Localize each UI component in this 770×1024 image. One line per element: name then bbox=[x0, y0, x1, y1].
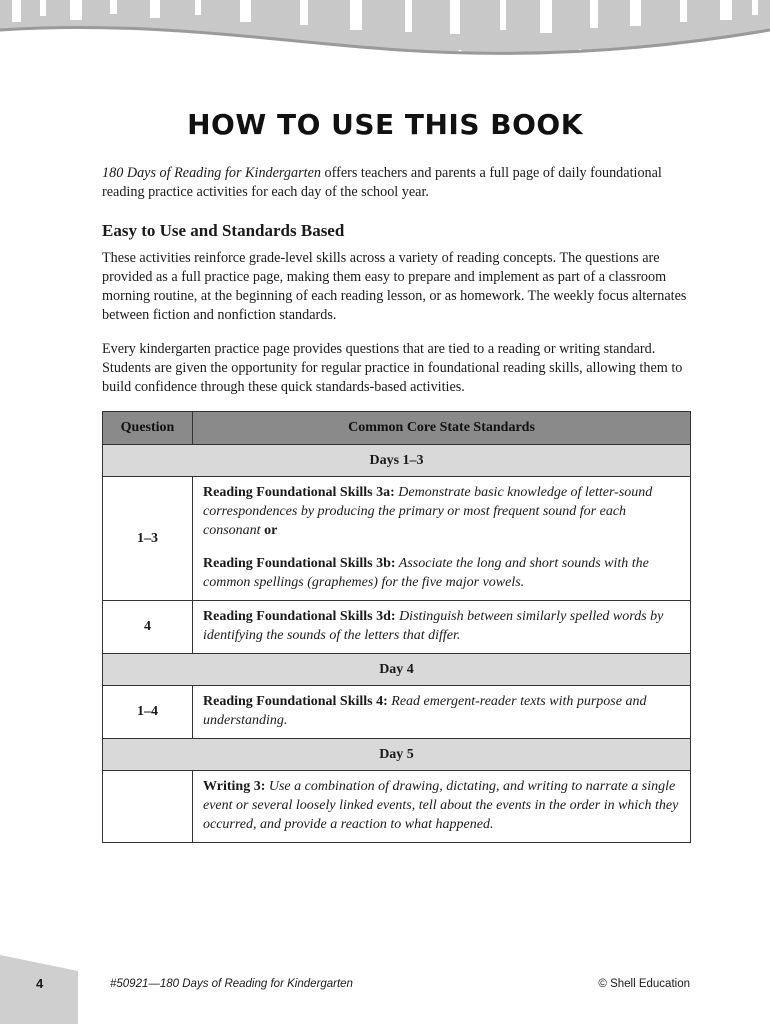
standard-item bbox=[203, 554, 680, 592]
standard-item bbox=[203, 777, 680, 834]
footer-copyright: © Shell Education bbox=[598, 978, 690, 990]
paragraph: These activities reinforce grade-level skills across a variety of reading concepts. The questions are provided as a full practice page, making them easy to prepare and implement as part of a classroom morning routine, at the beginning of each reading lesson, or as homework. The weekly focus alternates between fiction and nonfiction standards. bbox=[102, 250, 687, 323]
standard-connector: or bbox=[260, 523, 278, 538]
standard-cell bbox=[193, 477, 691, 601]
question-cell bbox=[103, 771, 193, 843]
table-row bbox=[103, 686, 691, 739]
standard-name: Writing 3: bbox=[203, 779, 266, 794]
book-title: 180 Days of Reading for Kindergarten bbox=[102, 165, 321, 181]
standard-description: Demonstrate basic knowledge of letter-sound correspondences by producing the primary or most frequent sound for each consonant bbox=[203, 485, 653, 538]
day-label: Day 5 bbox=[103, 739, 691, 771]
standard-cell bbox=[193, 601, 691, 654]
page-number: 4 bbox=[36, 976, 44, 991]
standard-cell bbox=[193, 771, 691, 843]
section-heading: Easy to Use and Standards Based bbox=[102, 221, 345, 240]
footer-book-title: #50921—180 Days of Reading for Kindergarten bbox=[110, 978, 353, 990]
standard-cell bbox=[193, 686, 691, 739]
day-label: Day 4 bbox=[103, 654, 691, 686]
standard-description: Use a combination of drawing, dictating, and writing to narrate a single event or several loosely linked events, tell about the events in the order in which they occurred, and provide a reaction to what happened. bbox=[203, 779, 679, 832]
intro-text: offers teachers and parents a full page of daily foundational reading practice activities for each day of the school year. bbox=[102, 165, 662, 200]
day-row bbox=[103, 654, 691, 686]
standard-description: Distinguish between similarly spelled words by identifying the sounds of the letters that differ. bbox=[203, 609, 664, 643]
paragraph: Every kindergarten practice page provides questions that are tied to a reading or writing standard. Students are given the opportunity for regular practice in foundational reading skills, allowing them to build confidence through these quick standards-based activities. bbox=[102, 341, 683, 395]
standard-item bbox=[203, 607, 680, 645]
day-row bbox=[103, 739, 691, 771]
question-cell: 1–4 bbox=[103, 686, 193, 739]
intro-paragraph bbox=[102, 164, 692, 202]
standard-name: Reading Foundational Skills 3d: bbox=[203, 609, 396, 624]
standards-table bbox=[102, 411, 691, 843]
decorative-banner bbox=[0, 0, 770, 70]
standard-description: Associate the long and short sounds with the common spellings (graphemes) for the five major vowels. bbox=[203, 556, 649, 590]
standard-description: Read emergent-reader texts with purpose and understanding. bbox=[203, 694, 647, 728]
standard-name: Reading Foundational Skills 4: bbox=[203, 694, 388, 709]
column-header-question: Question bbox=[103, 412, 193, 445]
day-row bbox=[103, 445, 691, 477]
standard-name: Reading Foundational Skills 3b: bbox=[203, 556, 396, 571]
table-row bbox=[103, 601, 691, 654]
question-cell: 4 bbox=[103, 601, 193, 654]
standard-item bbox=[203, 692, 680, 730]
column-header-standards: Common Core State Standards bbox=[193, 412, 691, 445]
table-header-row bbox=[103, 412, 691, 445]
page-title: HOW TO USE THIS BOOK bbox=[187, 108, 583, 141]
table-row bbox=[103, 477, 691, 601]
question-cell: 1–3 bbox=[103, 477, 193, 601]
table-row bbox=[103, 771, 691, 843]
day-label: Days 1–3 bbox=[103, 445, 691, 477]
standard-item bbox=[203, 483, 680, 540]
standard-name: Reading Foundational Skills 3a: bbox=[203, 485, 395, 500]
